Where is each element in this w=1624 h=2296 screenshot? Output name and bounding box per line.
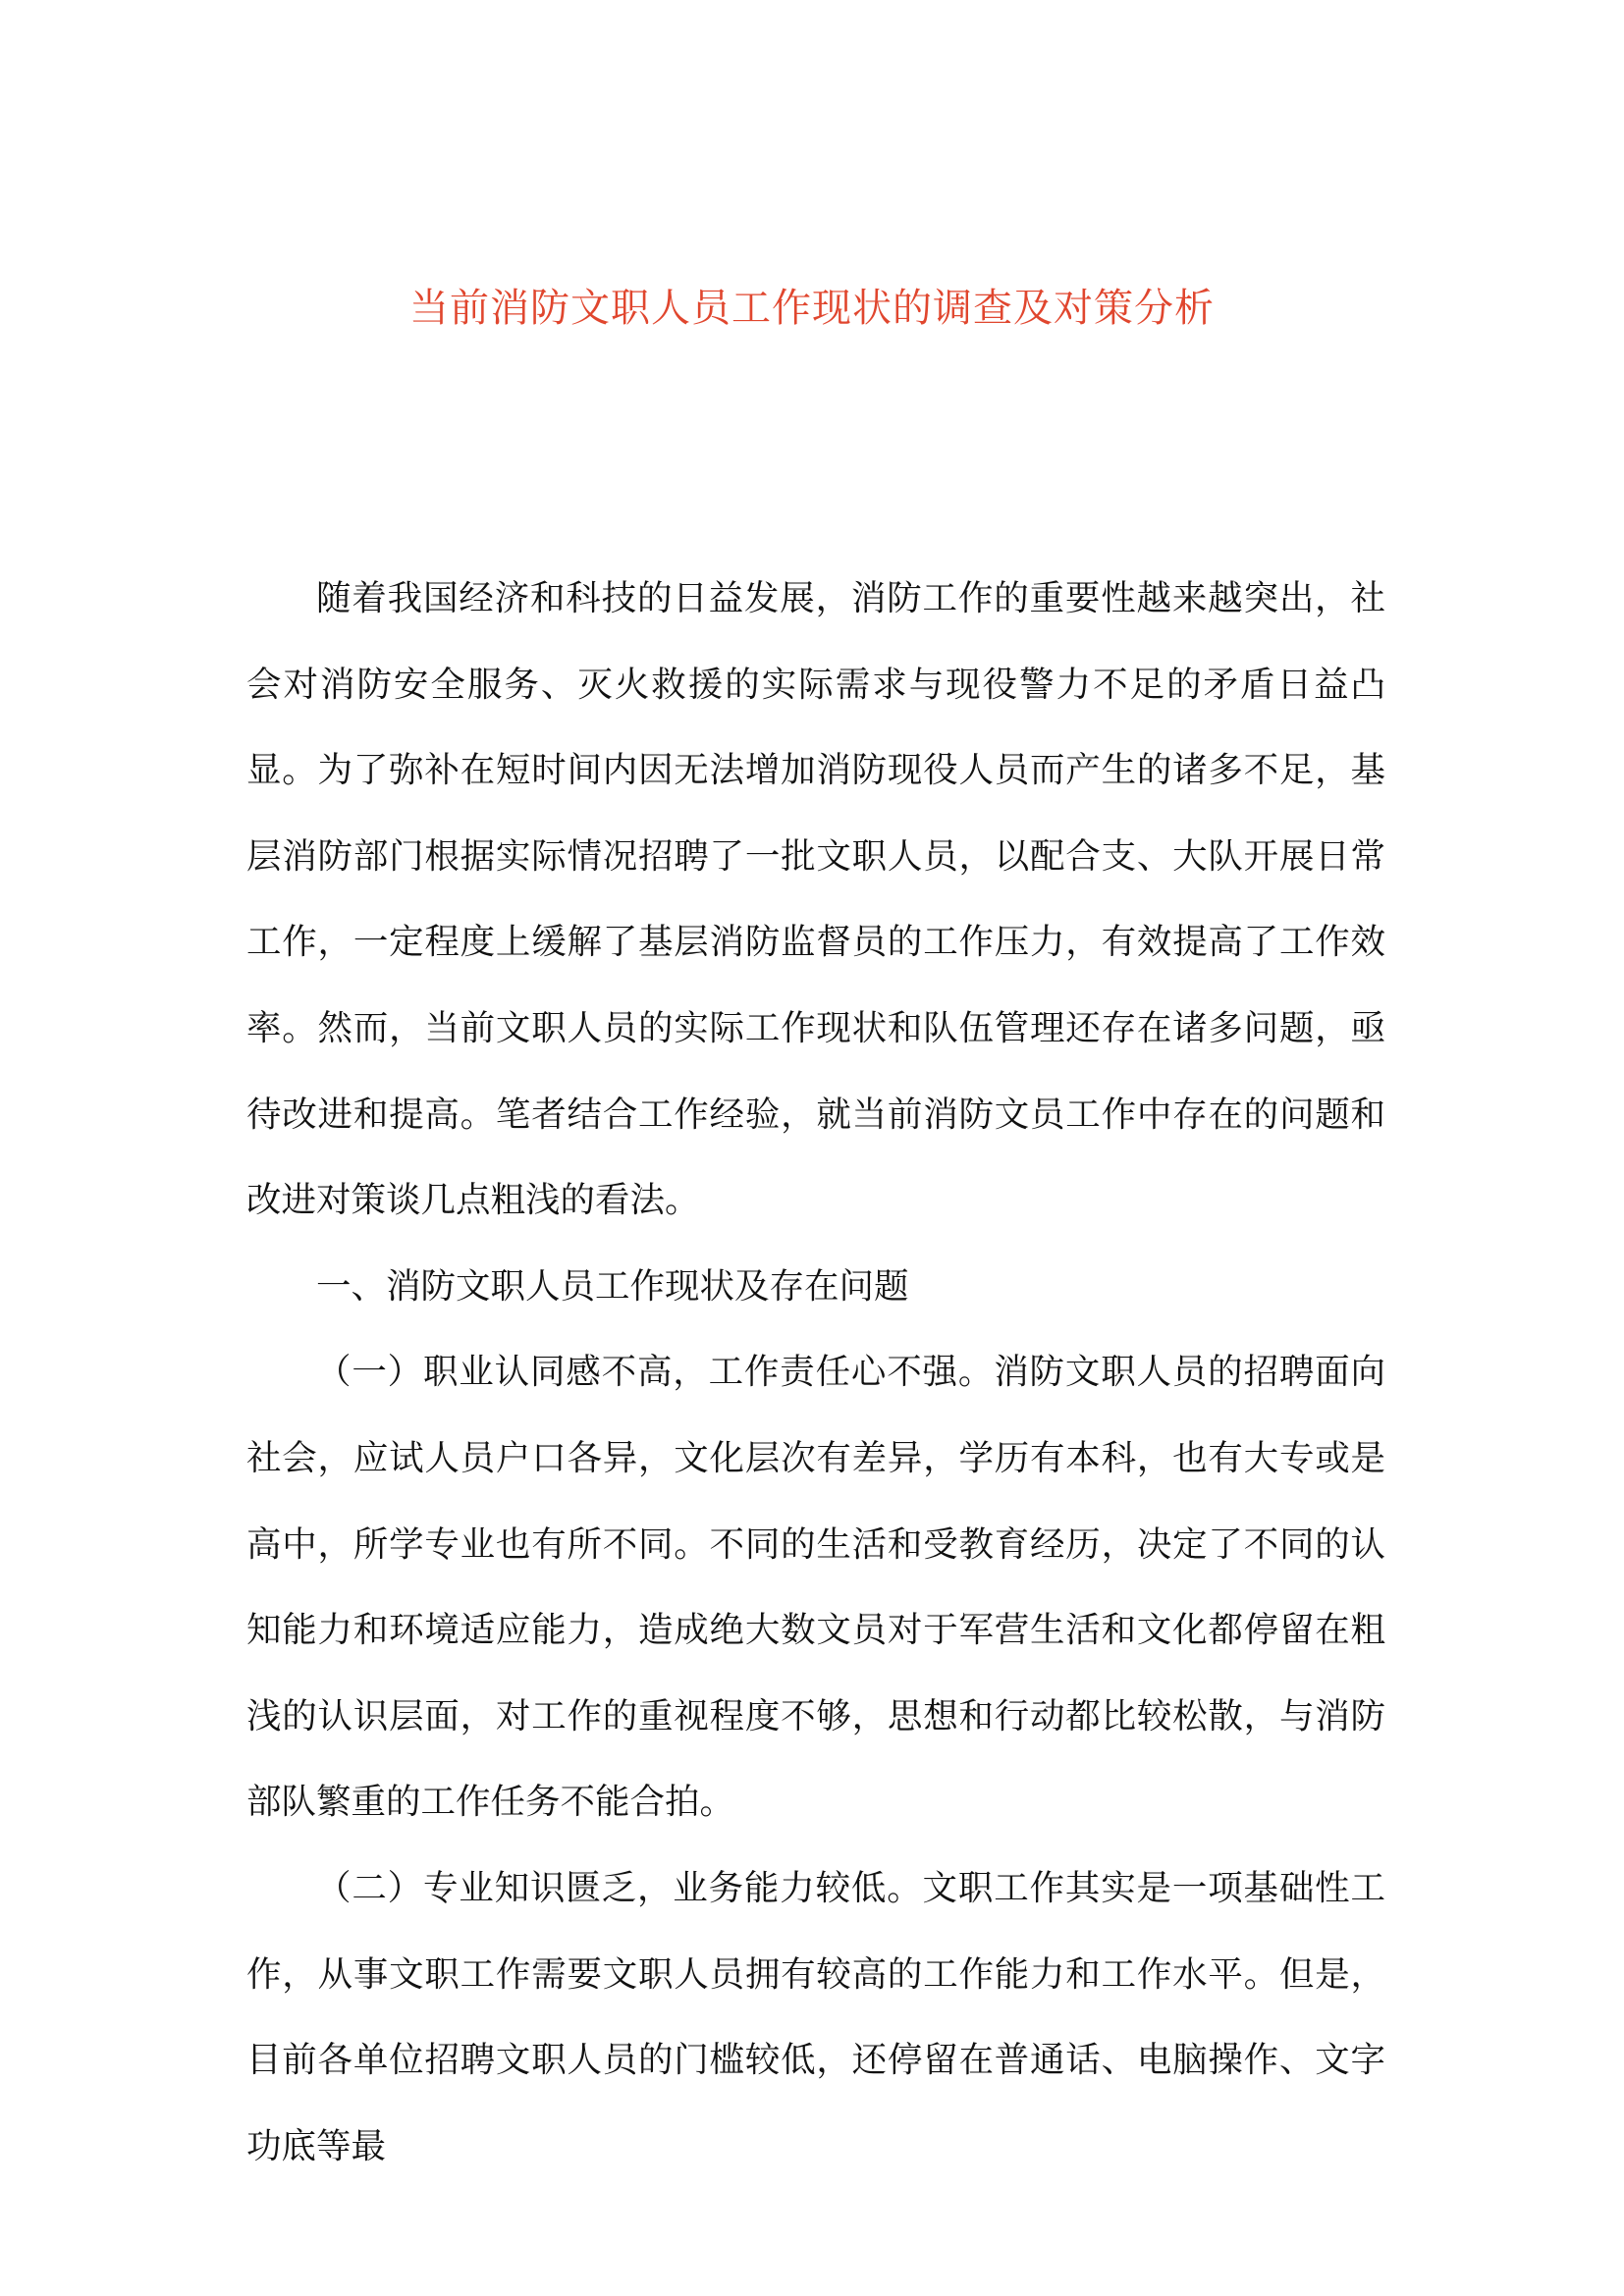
paragraph-item-1: （一）职业认同感不高，工作责任心不强。消防文职人员的招聘面向社会，应试人员户口各异，文化层次有差异，学历有本科，也有大专或是高中，所学专业也有所不同。不同的生活和受教育经历，决定了不同的认知能力和环境适应能力，造成绝大数文员对于军营生活和文化都停留在粗浅的认识层面，对工作的重视程度不够，思想和行动都比较松散，与消防部队繁重的工作任务不能合拍。: [246, 1352, 1385, 1823]
section-heading-1: 一、消防文职人员工作现状及存在问题: [316, 1265, 909, 1307]
paragraph-intro: 随着我国经济和科技的日益发展，消防工作的重要性越来越突出，社会对消防安全服务、灭火救援的实际需求与现役警力不足的矛盾日益凸显。为了弥补在短时间内因无法增加消防现役人员而产生的诸多不足，基层消防部门根据实际情况招聘了一批文职人员，以配合支、大队开展日常工作，一定程度上缓解了基层消防监督员的工作压力，有效提高了工作效率。然而，当前文职人员的实际工作现状和队伍管理还存在诸多问题，亟待改进和提高。笔者结合工作经验，就当前消防文员工作中存在的问题和改进对策谈几点粗浅的看法。: [246, 578, 1385, 1221]
paragraph-item-2: （二）专业知识匮乏，业务能力较低。文职工作其实是一项基础性工作，从事文职工作需要文职人员拥有较高的工作能力和工作水平。但是，目前各单位招聘文职人员的门槛较低，还停留在普通话、电脑操作、文字功底等最: [246, 1867, 1385, 2166]
document-title: 当前消防文职人员工作现状的调查及对策分析: [409, 286, 1215, 331]
document-body: [246, 556, 1385, 2189]
